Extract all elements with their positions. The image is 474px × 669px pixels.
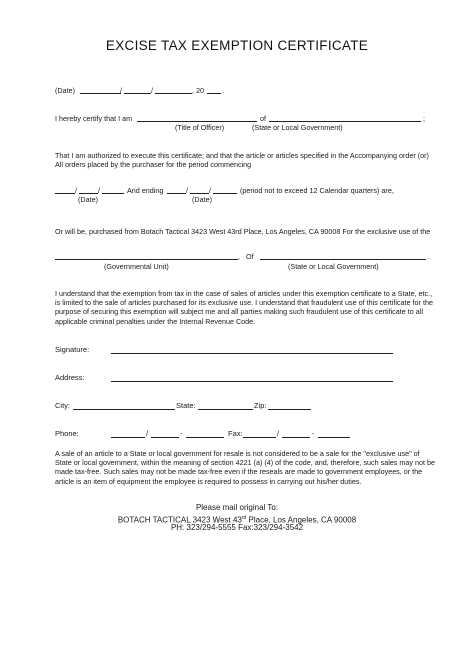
phone-area-line[interactable]	[111, 437, 145, 438]
date-label: (Date)	[55, 86, 75, 95]
purchased-paragraph: Or will be, purchased from Botach Tactical 3423 West 43rd Place, Los Angeles, CA 90008 For the exclusive use of the	[55, 227, 431, 236]
certify-text: I hereby certify that I am	[55, 114, 133, 123]
period-end-day-line[interactable]	[190, 193, 209, 194]
period-end-sep-2: /	[209, 186, 211, 195]
footer-mail-line: Please mail original To:	[195, 503, 279, 512]
period-start-day-line[interactable]	[79, 193, 98, 194]
period-start-year-line[interactable]	[102, 193, 124, 194]
phone-sep-1: /	[146, 429, 149, 438]
period-end-year-line[interactable]	[213, 193, 237, 194]
certify-of: of	[260, 114, 266, 123]
date-sep-2: /	[151, 86, 153, 95]
governmental-unit-caption: (Governmental Unit)	[104, 262, 169, 271]
phone-prefix-line[interactable]	[151, 437, 179, 438]
document-title: EXCISE TAX EXEMPTION CERTIFICATE	[105, 38, 369, 53]
certify-gov-caption: (State or Local Government)	[252, 123, 343, 132]
city-label: City:	[55, 401, 70, 410]
authorized-paragraph: That I am authorized to execute this certificate; and that the article or articles specified in the Accompanying order (or) All orders placed by the purchaser for the period commencing	[55, 151, 429, 170]
address-label: Address:	[55, 373, 85, 382]
zip-line[interactable]	[268, 409, 311, 410]
date-end: .	[222, 86, 224, 95]
footer-address-pre: BOTACH TACTICAL 3423 West 43	[117, 515, 242, 525]
officer-title-caption: (Title of Officer)	[175, 123, 225, 132]
zip-label: Zip:	[254, 401, 267, 410]
state-label: State:	[176, 401, 196, 410]
unit-comma: ,	[238, 252, 240, 261]
date-sep-1: /	[120, 86, 122, 95]
fax-number-line[interactable]	[318, 437, 350, 438]
signature-label: Signature:	[55, 345, 90, 354]
period-end-month-line[interactable]	[167, 193, 186, 194]
period-start-month-line[interactable]	[55, 193, 75, 194]
date-day-line[interactable]	[124, 93, 151, 94]
unit-end: .	[427, 252, 429, 261]
footer-phone-line: PH: 323/294-5555 Fax:323/294-3542	[170, 523, 304, 532]
footer-address-post: Place, Los Angeles, CA 90008	[246, 515, 357, 525]
officer-title-line[interactable]	[137, 121, 257, 122]
fax-label: Fax:	[228, 429, 243, 438]
date-yearpart-line[interactable]	[155, 93, 192, 94]
phone-number-line[interactable]	[186, 437, 224, 438]
phone-sep-2: -	[180, 429, 183, 438]
state-line[interactable]	[198, 409, 253, 410]
unit-of: Of	[246, 252, 254, 261]
period-start-caption: (Date)	[78, 195, 98, 204]
period-note: (period not to exceed 12 Calendar quarters) are,	[240, 186, 394, 195]
fax-area-line[interactable]	[243, 437, 276, 438]
unit-government-line[interactable]	[260, 259, 426, 260]
fax-prefix-line[interactable]	[282, 437, 310, 438]
period-end-caption: (Date)	[192, 195, 212, 204]
date-month-line[interactable]	[80, 93, 121, 94]
sale-paragraph: A sale of an article to a State or local government for resale is not considered to be a sale for the "exclusive use" of State or local government, within the meaning of section 4221 (a) (4) of the code, and, therefore, such sales may not be made tax-free. Such sales may not be made tax-free even if the reseals are made to government employees, or the article is an item of equipment the employee is required to possess in carrying out his/her duties.	[55, 449, 435, 486]
period-start-sep-2: /	[98, 186, 100, 195]
city-line[interactable]	[73, 409, 175, 410]
footer-address-sup: rd	[241, 515, 247, 521]
signature-line[interactable]	[111, 353, 393, 354]
fax-sep-1: /	[277, 429, 280, 438]
unit-gov-caption: (State or Local Government)	[288, 262, 379, 271]
period-end-sep-1: /	[186, 186, 188, 195]
phone-label: Phone:	[55, 429, 79, 438]
date-year-line[interactable]	[207, 93, 221, 94]
governmental-unit-line[interactable]	[55, 259, 238, 260]
certify-government-line[interactable]	[269, 121, 421, 122]
date-year-prefix: , 20	[192, 86, 204, 95]
and-ending-label: And ending	[127, 186, 164, 195]
address-line[interactable]	[111, 381, 393, 382]
understand-paragraph: I understand that the exemption from tax in the case of sales of articles under this exemption certificate to a State, etc., is limited to the sale of articles purchased for its exclusive use. I understand that fraudulent use of this certificate for the purpose of securing this exemption will subject me and all parties making such fraudulent use of this certificate to all applicable criminal penalties under the Internal Revenue Code.	[55, 289, 433, 326]
fax-sep-2: -	[312, 429, 315, 438]
certify-end: ;	[423, 114, 425, 123]
period-start-sep-1: /	[75, 186, 77, 195]
